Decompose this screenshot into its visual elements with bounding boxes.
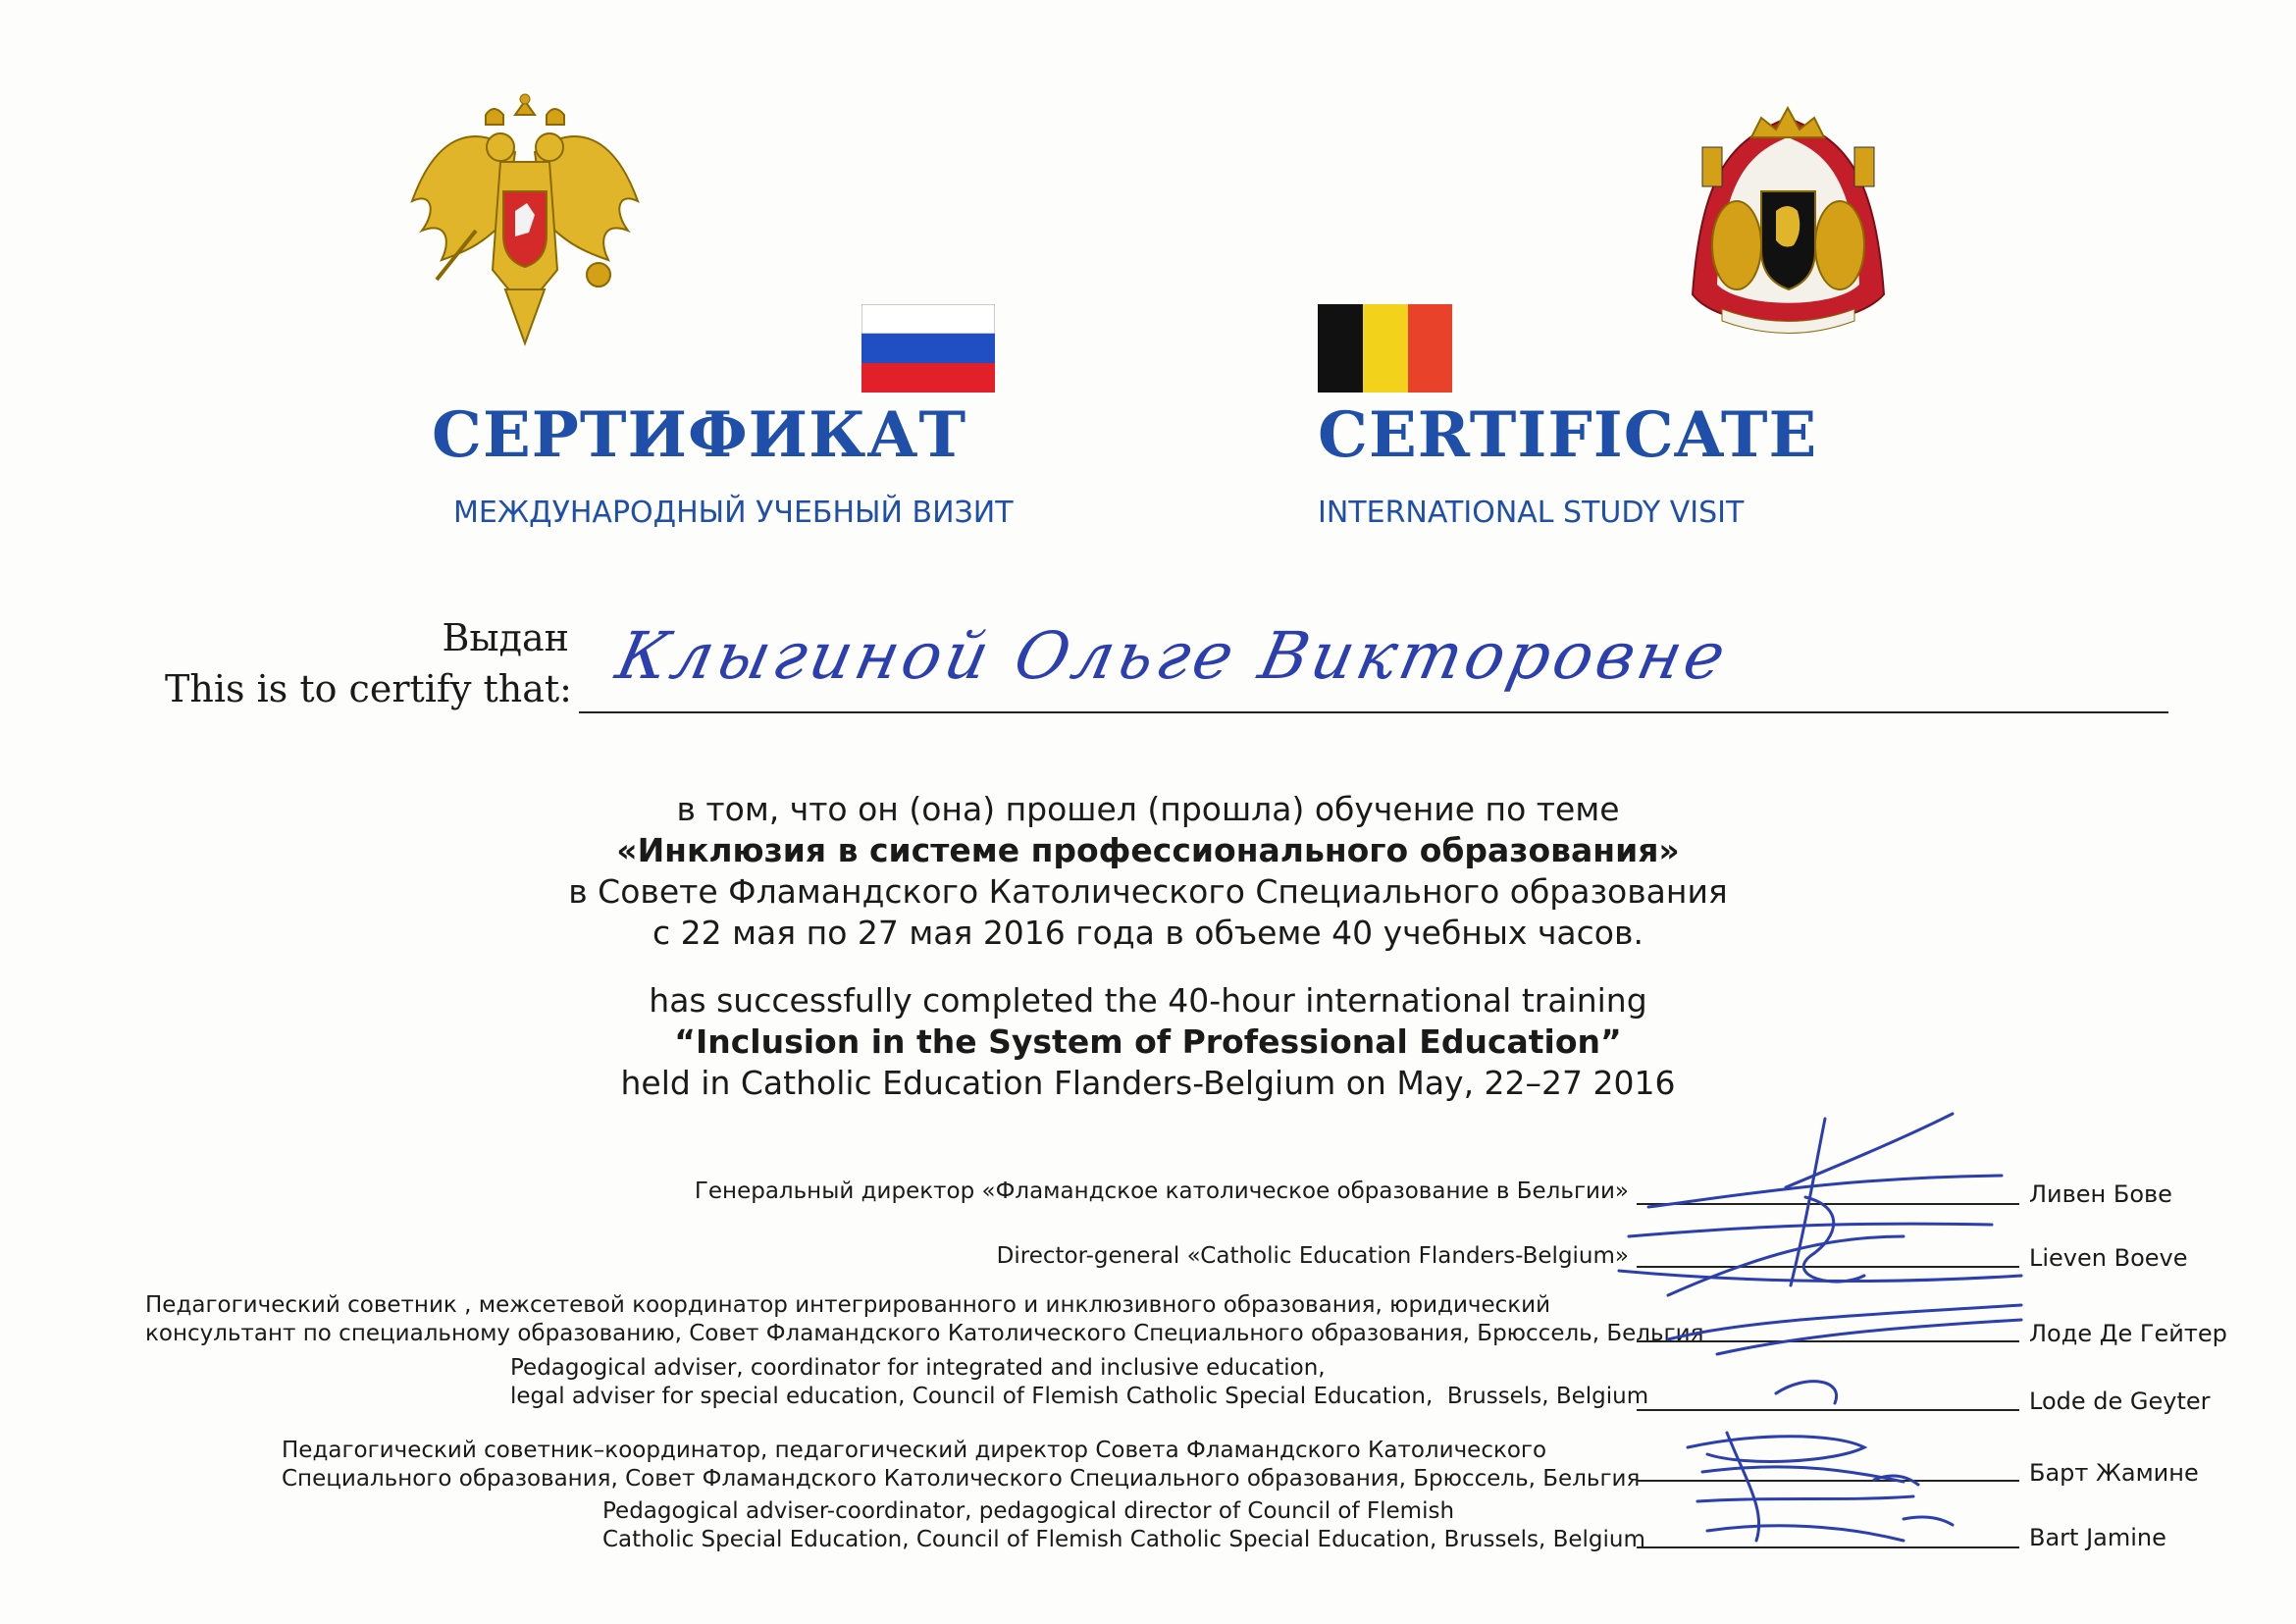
belgian-coat-of-arms-icon [1683,98,1894,353]
recipient-name-line [579,711,2168,713]
body-ru-line: с 22 мая по 27 мая 2016 года в объеме 40 учебных часов. [652,914,1644,952]
signatory-name: Lieven Boeve [2029,1244,2188,1272]
subtitle-en: INTERNATIONAL STUDY VISIT [1318,496,1745,530]
body-ru-line: в том, что он (она) прошел (прошла) обучение по теме [676,790,1620,828]
signatory-name: Lode de Geyter [2029,1388,2211,1415]
signatory-name: Барт Жамине [2029,1459,2199,1487]
body-en-line: held in Catholic Education Flanders-Belgium on May, 22–27 2016 [620,1064,1676,1102]
signatory-title: Pedagogical adviser, coordinator for integrated and inclusive education, legal adviser for special education, Council of Flemish Catholic Special Education, Brussels, Belgium [510,1355,1649,1409]
issued-label-en: This is to certify that: [165,667,572,710]
signatory-title: Педагогический советник , межсетевой координатор интегрированного и инклюзивного образования, юридический консультант по специальному образованию, Совет Фламандского Католического Специального образования, Брюссель, Бельгия [145,1292,1704,1346]
signatory-title: Педагогический советник–координатор, педагогический директор Совета Фламандского Католического Специального образования, Совет Фламандского Католического Специального образования, Брюссель, Бельгия [282,1438,1641,1492]
title-en: CERTIFICATE [1318,398,1818,472]
signatory-name: Ливен Бове [2029,1180,2172,1208]
russian-flag-icon [861,304,995,393]
handwritten-signatures [1609,1109,2218,1580]
russian-coat-of-arms-icon [407,93,643,353]
body-en-line: has successfully completed the 40-hour international training [649,981,1647,1020]
course-title-en: “Inclusion in the System of Professional Education” [674,1022,1622,1061]
signatory-title: Director-general «Catholic Education Flanders-Belgium» [996,1243,1629,1269]
signatory-title: Генеральный директор «Фламандское католическое образование в Бельгии» [694,1179,1629,1204]
body-ru-line: в Совете Фламандского Католического Специального образования [568,872,1728,911]
subtitle-ru: МЕЖДУНАРОДНЫЙ УЧЕБНЫЙ ВИЗИТ [453,496,1014,530]
title-ru: СЕРТИФИКАТ [432,398,967,472]
signatory-name: Bart Jamine [2029,1524,2166,1551]
recipient-name-handwritten: Клыгиной Ольге Викторовне [609,618,1736,694]
signatory-title: Pedagogical adviser-coordinator, pedagogical director of Council of Flemish Catholic Special Education, Council of Flemish Catholic Special Education, Brussels, Belgium [602,1498,1645,1552]
issued-label-ru: Выдан [442,616,569,659]
belgian-flag-icon [1318,304,1452,393]
signatory-name: Лоде Де Гейтер [2029,1320,2227,1347]
course-title-ru: «Инклюзия в системе профессионального образования» [616,831,1680,869]
